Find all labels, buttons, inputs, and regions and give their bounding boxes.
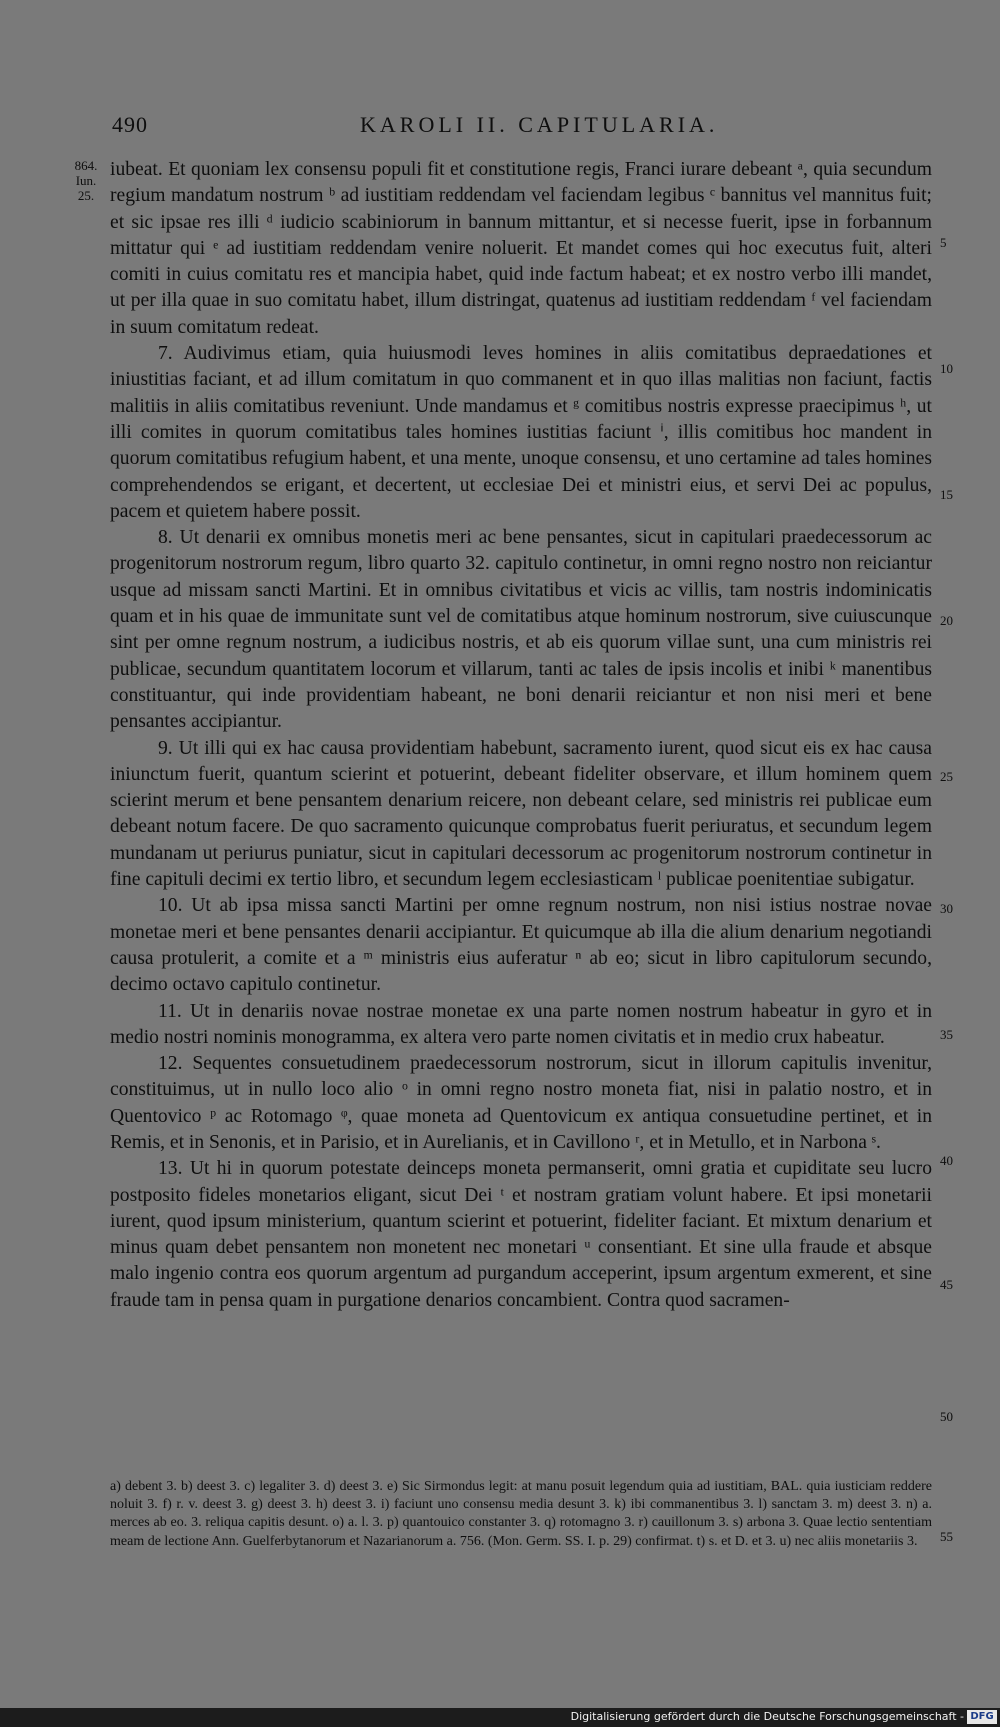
- line-number: 20: [940, 613, 953, 628]
- paragraph-10: 10. Ut ab ipsa missa sancti Martini per omne regnum nostrum, non nisi istius nostrae novae monetae meri et bene pensantes denarii accipiantur. Et quicumque ab illa die alium denarium negotiandi causa protulerit, a comite et a ᵐ ministris eius auferatur ⁿ ab eo; sicut in libro capitulorum secundo, decimo octavo capitulo continetur.: [110, 895, 932, 996]
- line-number: 55: [940, 1529, 953, 1544]
- line-number: 15: [940, 487, 953, 502]
- line-number: 40: [940, 1153, 953, 1168]
- main-text: [110, 157, 932, 1314]
- paragraph-12: 12. Sequentes consuetudinem praedecessorum nostrorum, sicut in illorum capitulis invenitur, constituimus, ut in nullo loco alio ᵒ in omni regno nostro moneta fiat, nisi in palatio nostro, et in Quentovico ᵖ ac Rotomago ᵠ, quae moneta ad Quentovicum ex antiqua consuetudine pertinet, et in Remis, et in Senonis, et in Parisio, et in Aurelianis, et in Cavillono ʳ, et in Metullo, et in Narbona ˢ.: [110, 1053, 932, 1153]
- page-header: [0, 112, 1000, 142]
- paragraph-7: 7. Audivimus etiam, quia huiusmodi leves homines in aliis comitatibus depraedationes et iniustitias faciant, et ad illum comitatum in quo commanent et in quo illas malitias non faciunt, factis malitiis in aliis comitatibus reveniunt. Unde mandamus et ᵍ comitibus nostris expresse praecipimus ʰ, ut illi comites in quorum comitatibus tales homines iustitias faciunt ⁱ, illis comitibus hoc mandent in quorum comitatibus refugium habent, et una mente, unoque consensu, et uno certamine ad tales homines comprehendendos se erigant, et decertent, ut ecclesiae Dei et ministri eius, et servi Dei ac populus, pacem et quietem habere possit.: [110, 343, 932, 522]
- line-number: 25: [940, 769, 953, 784]
- line-number: 45: [940, 1277, 953, 1292]
- margin-date: [62, 158, 110, 203]
- page-number: 490: [112, 112, 148, 137]
- paragraph-11: 11. Ut in denariis novae nostrae monetae ex una parte nomen nostrum habeatur in gyro et in medio nostri nominis monogramma, ex altera vero parte nomen civitatis et in medio crux habeatur.: [110, 1000, 932, 1048]
- digitization-footer: [0, 1708, 1000, 1727]
- margin-date-month: Iun.: [75, 173, 97, 188]
- paragraph-13: 13. Ut hi in quorum potestate deinceps moneta permanserit, omni gratia et cupiditate seu lucro postposito fideles monetarios eligant, sicut Dei ᵗ et nostram gratiam volunt habere. Et ipsi monetarii iurent, quod ipsum ministerium, quantum scierint et potuerint, fideliter faciant. Et mixtum denarium et minus quam debet pensantem non monetent nec monetari ᵘ consentiant. Et sine ulla fraude et absque malo ingenio contra eos quorum argentum ad purgandum acceperint, ipsum argentum exmerent, et sine fraude tam in pensa quam in purgatione denarios concambient. Contra quod sacramen-: [110, 1158, 932, 1311]
- line-number: 30: [940, 901, 953, 916]
- line-number: 10: [940, 361, 953, 376]
- funding-credit: Digitalisierung gefördert durch die Deutsche Forschungsgemeinschaft -: [570, 1710, 964, 1723]
- line-number: 35: [940, 1027, 953, 1042]
- line-number: 50: [940, 1409, 953, 1424]
- running-title: KAROLI II. CAPITULARIA.: [360, 112, 719, 137]
- line-number: 5: [940, 235, 947, 250]
- margin-date-day: 25.: [77, 188, 95, 203]
- paragraph-8: 8. Ut denarii ex omnibus monetis meri ac bene pensantes, sicut in capitulari praedecessorum ac progenitorum nostrorum regum, libro quarto 32. capitulo continetur, in omni regno nostro non reiciantur usque ad missam sancti Martini. Et in omnibus civitatibus et vicis ac villis, tam nostris indominicatis quam et in his quae de immunitate sunt vel de comitatibus atque hominum nostrorum, sive cuiuscunque sint per omne regnum nostrum, a iudicibus nostris, et ab eis quorum villae sunt, una cum ministris rei publicae, secundum quantitatem locorum et villarum, tanti ac tales de ipsis incolis et inibi ᵏ manentibus constituantur, qui inde providentiam habeant, ne boni denarii reiciantur et non nisi meri et bene pensantes accipiantur.: [110, 527, 932, 733]
- dfg-logo: DFG: [967, 1710, 997, 1724]
- margin-date-year: 864.: [74, 158, 98, 173]
- paragraph-intro: iubeat. Et quoniam lex consensu populi fit et constitutione regis, Franci iurare debeant ᵃ, quia secundum regium mandatum nostrum ᵇ ad iustitiam reddendam vel faciendam legibus ᶜ bannitus vel mannitus fuit; et sic ipsae res illi ᵈ iudicio scabiniorum in bannum mittantur, et si necesse fuerit, ipse in forbannum mittatur qui ᵉ ad iustitiam reddendam venire noluerit. Et mandet comes qui hoc executus fuit, alteri comiti in cuius comitatu res et mancipia habet, quid inde factum habeat; et ex nostro verbo illi mandet, ut per illa quae in suo comitatu habet, illum distringat, quatenus ad iustitiam reddendam ᶠ vel faciendam in suum comitatum redeat.: [110, 159, 932, 338]
- paragraph-9: 9. Ut illi qui ex hac causa providentiam habebunt, sacramento iurent, quod sicut eis ex hac causa iniunctum fuerit, quantum scierint et potuerint, debeant fideliter observare, et illum hominem quem scierint merum et bene pensantem denarium reicere, non debeant celare, sed ministris rei publicae eum debeant notum facere. De quo sacramento quicunque comprobatus fuerit periuratus, et secundum legem mundanam ut periurus puniatur, sicut in capitulari decessorum ac progenitorum nostrorum continetur in fine capituli decimi ex tertio libro, et secundum legem ecclesiasticam ˡ publicae poenitentiae subigatur.: [110, 737, 932, 891]
- footnotes: a) debent 3. b) deest 3. c) legaliter 3. d) deest 3. e) Sic Sirmondus legit: at manu posuit legendum quia ad iustitiam, BAL. quia iusticiam reddere noluit 3. f) r. v. deest 3. g) deest 3. h) deest 3. i) faciunt uno consensu media desunt 3. k) ibi commanentibus 3. l) sanctam 3. m) deest 3. n) a. merces ab eo. 3. reliqua capitis desunt. o) a. l. 3. p) quantouico constanter 3. q) rotomagno 3. r) cauillonum 3. s) arbona 3. Quae lectio sententiam meam de lectione Ann. Guelferbytanorum et Nazarianorum a. 756. (Mon. Germ. SS. I. p. 29) confirmat. t) s. et D. et 3. u) nec aliis monetariis 3.: [110, 1479, 932, 1549]
